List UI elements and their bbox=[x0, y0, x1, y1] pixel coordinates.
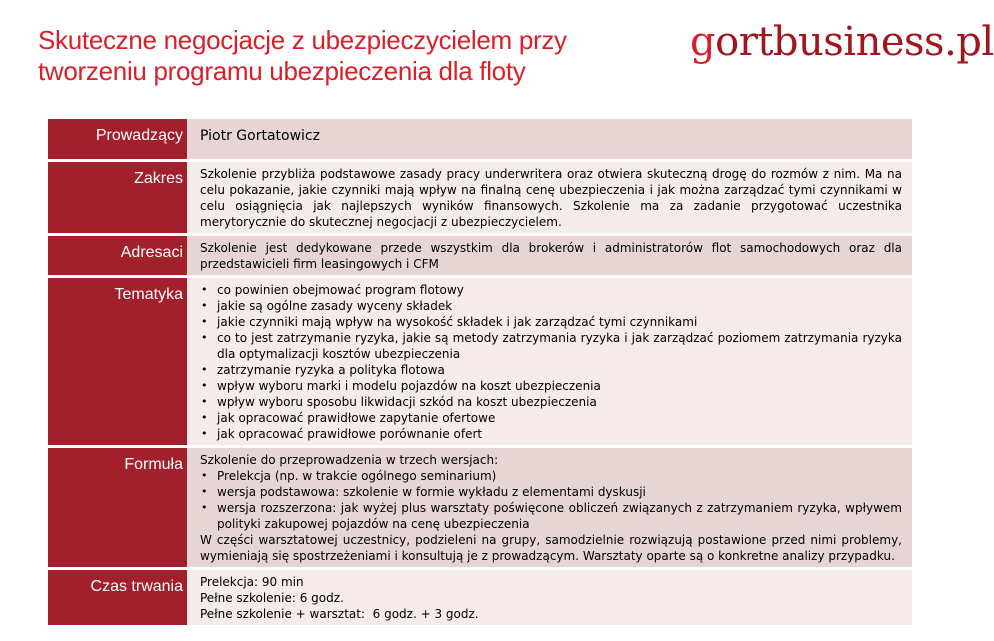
list-item: • wpływ wyboru sposobu likwidacji szkód na koszt ubezpieczenia bbox=[200, 394, 902, 410]
list-item: • wersja podstawowa: szkolenie w formie wykładu z elementami dyskusji bbox=[200, 484, 902, 500]
duration-line: Pełne szkolenie + warsztat: 6 godz. + 3 godz. bbox=[200, 607, 479, 621]
value-zakres: Szkolenie przybliża podstawowe zasady pracy underwritera oraz otwiera skuteczną drogę do rozmów z nim. Ma na celu pokazanie, jakie czynniki mają wpływ na finalną cenę ubezpieczenia i jak można zarządzać tymi czynnikami w celu osiągnięcia jak najlepszych wyników finansowych. Szkolenie ma za zadanie przygotować uczestnika merytorycznie do skutecznej negocjacji z ubezpieczycielem. bbox=[187, 162, 912, 233]
value-adresaci: Szkolenie jest dedykowane przede wszystkim dla brokerów i administratorów flot samochodowych oraz dla przedstawicieli firm leasingowych i CFM bbox=[187, 236, 912, 275]
label-tematyka: Tematyka bbox=[48, 278, 187, 445]
label-prowadzacy: Prowadzący bbox=[48, 119, 187, 159]
page-title: Skuteczne negocjacje z ubezpieczycielem przy tworzeniu programu ubezpieczenia dla floty bbox=[38, 25, 567, 86]
duration-line: Pełne szkolenie: 6 godz. bbox=[200, 591, 344, 605]
label-adresaci: Adresaci bbox=[48, 236, 187, 275]
formula-intro: Szkolenie do przeprowadzenia w trzech wersjach: bbox=[200, 453, 499, 467]
row-tematyka bbox=[48, 278, 912, 445]
label-formula: Formuła bbox=[48, 448, 187, 567]
list-item: • jak opracować prawidłowe porównanie ofert bbox=[200, 426, 902, 442]
list-item: • wersja rozszerzona: jak wyżej plus warsztaty poświęcone obliczeń związanych z zatrzymaniem ryzyka, wpływem polityki zakupowej pojazdów na cenę ubezpieczenia bbox=[200, 500, 902, 532]
list-item: • wpływ wyboru marki i modelu pojazdów na koszt ubezpieczenia bbox=[200, 378, 902, 394]
versions-list bbox=[200, 468, 902, 532]
topics-list bbox=[200, 282, 902, 442]
row-prowadzacy bbox=[48, 119, 912, 159]
list-item: • jakie czynniki mają wpływ na wysokość składek i jak zarządzać tymi czynnikami bbox=[200, 314, 902, 330]
row-adresaci bbox=[48, 236, 912, 275]
row-zakres bbox=[48, 162, 912, 233]
list-item: • co to jest zatrzymanie ryzyka, jakie są metody zatrzymania ryzyka i jak zarządzać poziomem zatrzymania ryzyka dla optymalizacji kosztów ubezpieczenia bbox=[200, 330, 902, 362]
value-formula bbox=[187, 448, 912, 567]
row-formula bbox=[48, 448, 912, 567]
label-czas-trwania: Czas trwania bbox=[48, 570, 187, 625]
formula-outro: W części warsztatowej uczestnicy, podzieleni na grupy, samodzielnie rozwiązują postawione przed nimi problemy, wymieniają się spostrzeżeniami i konsultują je z prowadzącym. Warsztaty oparte są o konkretne analizy przypadku. bbox=[200, 533, 902, 563]
value-prowadzacy: Piotr Gortatowicz bbox=[187, 119, 912, 159]
training-info-table bbox=[48, 116, 912, 628]
duration-line: Prelekcja: 90 min bbox=[200, 575, 304, 589]
value-czas-trwania bbox=[187, 570, 912, 625]
row-czas-trwania bbox=[48, 570, 912, 625]
gortbusiness-logo: gortbusiness.pl bbox=[690, 19, 994, 65]
list-item: • co powinien obejmować program flotowy bbox=[200, 282, 902, 298]
list-item: • zatrzymanie ryzyka a polityka flotowa bbox=[200, 362, 902, 378]
list-item: • Prelekcja (np. w trakcie ogólnego seminarium) bbox=[200, 468, 902, 484]
label-zakres: Zakres bbox=[48, 162, 187, 233]
list-item: • jak opracować prawidłowe zapytanie ofertowe bbox=[200, 410, 902, 426]
list-item: • jakie są ogólne zasady wyceny składek bbox=[200, 298, 902, 314]
value-tematyka bbox=[187, 278, 912, 445]
